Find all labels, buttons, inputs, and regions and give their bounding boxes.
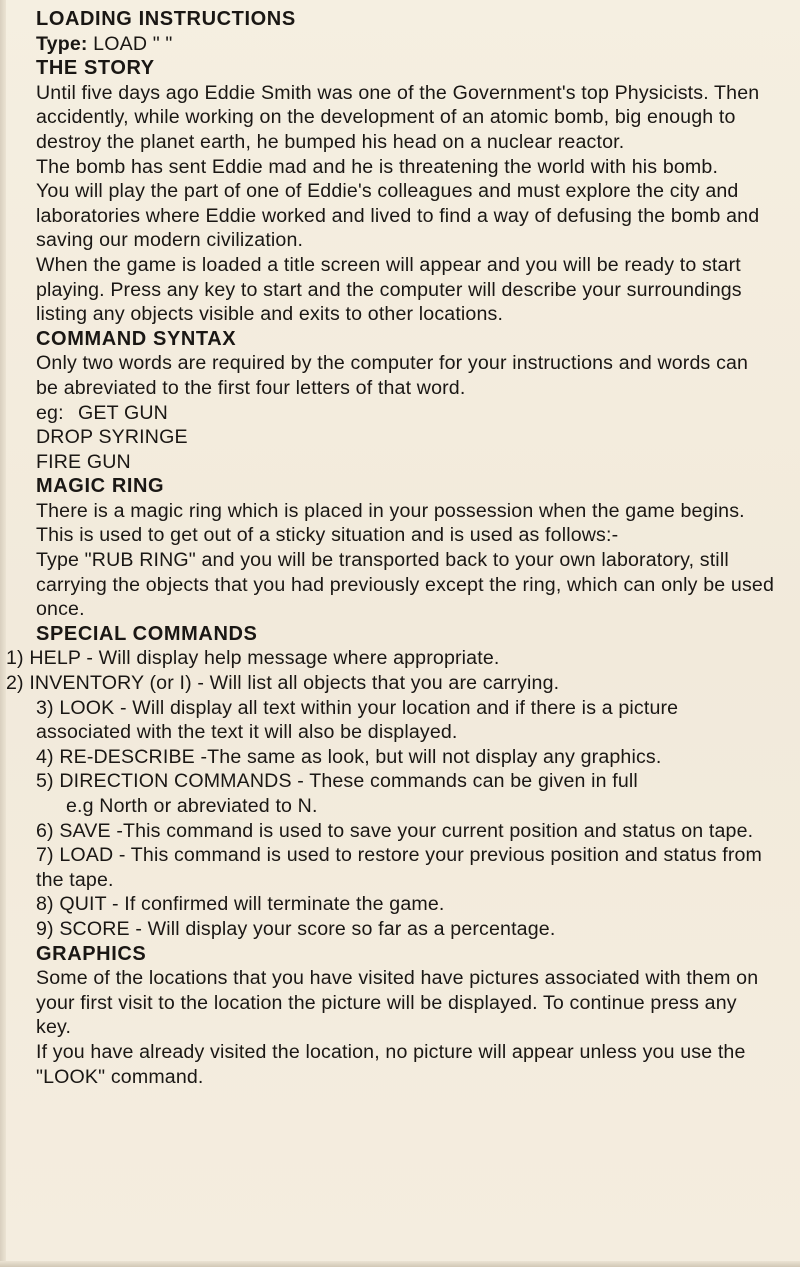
special-commands-heading: SPECIAL COMMANDS xyxy=(36,622,258,645)
type-label: Type: xyxy=(36,32,88,55)
example-command: FIRE GUN xyxy=(36,450,131,473)
graphics-heading: GRAPHICS xyxy=(36,942,147,965)
story-paragraph: Until five days ago Eddie Smith was one of the Government's top Physicists. Then accidently, while working on the development of an atomic bomb, big enough to destroy the planet earth, he bumped his head on a nuclear reactor. xyxy=(36,81,760,153)
syntax-heading: COMMAND SYNTAX xyxy=(36,327,237,350)
command-item: 6) SAVE -This command is used to save your current position and status on tape. xyxy=(36,819,754,842)
example-command: GET GUN xyxy=(78,401,168,424)
ring-paragraph: There is a magic ring which is placed in your possession when the game begins. This is used to get out of a sticky situation and is used as follows:- xyxy=(36,499,745,547)
command-item: 5) DIRECTION COMMANDS - These commands can be given in full xyxy=(36,770,638,793)
example-command: DROP SYRINGE xyxy=(36,426,188,449)
graphics-paragraph: Some of the locations that you have visited have pictures associated with them on your first visit to the location the picture will be displayed. To continue press any key. xyxy=(36,967,759,1039)
story-paragraph: The bomb has sent Eddie mad and he is threatening the world with his bomb. xyxy=(36,155,719,178)
syntax-paragraph: Only two words are required by the computer for your instructions and words can be abreviated to the first four letters of that word. xyxy=(36,352,749,399)
command-item: 9) SCORE - Will display your score so far as a percentage. xyxy=(36,917,556,940)
ring-heading: MAGIC RING xyxy=(36,475,165,498)
example-line xyxy=(36,401,774,426)
command-item-continuation: e.g North or abreviated to N. xyxy=(66,795,318,817)
paper-left-edge xyxy=(0,0,6,1267)
command-item: 7) LOAD - This command is used to restore your previous position and status from the tape. xyxy=(36,844,763,891)
type-value: LOAD " " xyxy=(93,32,173,55)
command-item: 3) LOOK - Will display all text within your location and if there is a picture associated with the text it will also be displayed. xyxy=(36,696,679,744)
story-paragraph: When the game is loaded a title screen will appear and you will be ready to start playing. Press any key to start and the computer will describe your surroundings listing any objects visible and exits to other locations. xyxy=(36,253,742,326)
command-item: 4) RE-DESCRIBE -The same as look, but will not display any graphics. xyxy=(36,745,662,768)
type-instruction xyxy=(36,32,774,57)
ring-paragraph: Type "RUB RING" and you will be transported back to your own laboratory, still carrying the objects that you had previously except the ring, which can only be used once. xyxy=(36,549,774,621)
command-item: 1) HELP - Will display help message where appropriate. xyxy=(6,647,500,670)
graphics-paragraph: If you have already visited the location, no picture will appear unless you use the "LOOK" command. xyxy=(36,1040,746,1088)
loading-heading: LOADING INSTRUCTIONS xyxy=(36,8,296,30)
story-paragraph: You will play the part of one of Eddie's colleagues and must explore the city and laboratories where Eddie worked and lived to find a way of defusing the bomb and saving our modern civilization. xyxy=(36,180,760,252)
instructions-text xyxy=(6,7,774,1089)
paper-bottom-edge xyxy=(0,1261,800,1267)
command-item: 2) INVENTORY (or I) - Will list all objects that you are carrying. xyxy=(6,672,560,695)
story-heading: THE STORY xyxy=(36,57,155,80)
example-label: eg: xyxy=(36,401,64,424)
command-item: 8) QUIT - If confirmed will terminate the game. xyxy=(36,893,445,916)
